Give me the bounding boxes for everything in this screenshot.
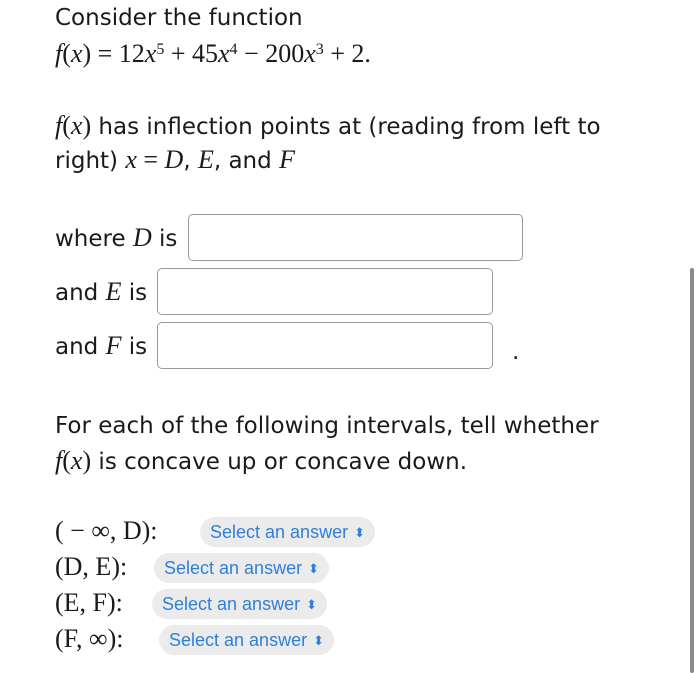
period: . [512, 339, 520, 365]
interval-label-4: (F, ∞): [55, 624, 124, 653]
concavity-select-3[interactable]: Select an answer ⬍ [152, 589, 327, 619]
intro-text: Consider the function [55, 5, 303, 31]
chevron-updown-icon: ⬍ [313, 633, 324, 648]
concavity-text-line1: For each of the following intervals, tell whether [55, 413, 599, 439]
inflection-text-line2: right) x = D, E, and F [55, 145, 295, 174]
inflection-text-line1: f(x) has inflection points at (reading from left to [55, 111, 601, 140]
interval-label-1: ( − ∞, D): [55, 516, 158, 545]
label-f: and F is [55, 331, 148, 360]
chevron-updown-icon: ⬍ [354, 525, 365, 540]
concavity-text-line2: f(x) is concave up or concave down. [55, 446, 468, 475]
chevron-updown-icon: ⬍ [308, 561, 319, 576]
function-formula: $f(x) = 12x^5 + 45x^4 - 200x^3 + 2$. [55, 39, 371, 68]
f-input[interactable] [157, 322, 493, 369]
chevron-updown-icon: ⬍ [306, 597, 317, 612]
interval-label-2: (D, E): [55, 552, 128, 581]
concavity-select-2[interactable]: Select an answer ⬍ [154, 553, 329, 583]
d-input[interactable] [188, 214, 523, 261]
concavity-select-1[interactable]: Select an answer ⬍ [200, 517, 375, 547]
label-e: and E is [55, 277, 148, 306]
scrollbar[interactable] [690, 268, 694, 673]
interval-label-3: (E, F): [55, 588, 123, 617]
label-d: where D is [55, 223, 178, 252]
concavity-select-4[interactable]: Select an answer ⬍ [159, 625, 334, 655]
e-input[interactable] [157, 268, 493, 315]
